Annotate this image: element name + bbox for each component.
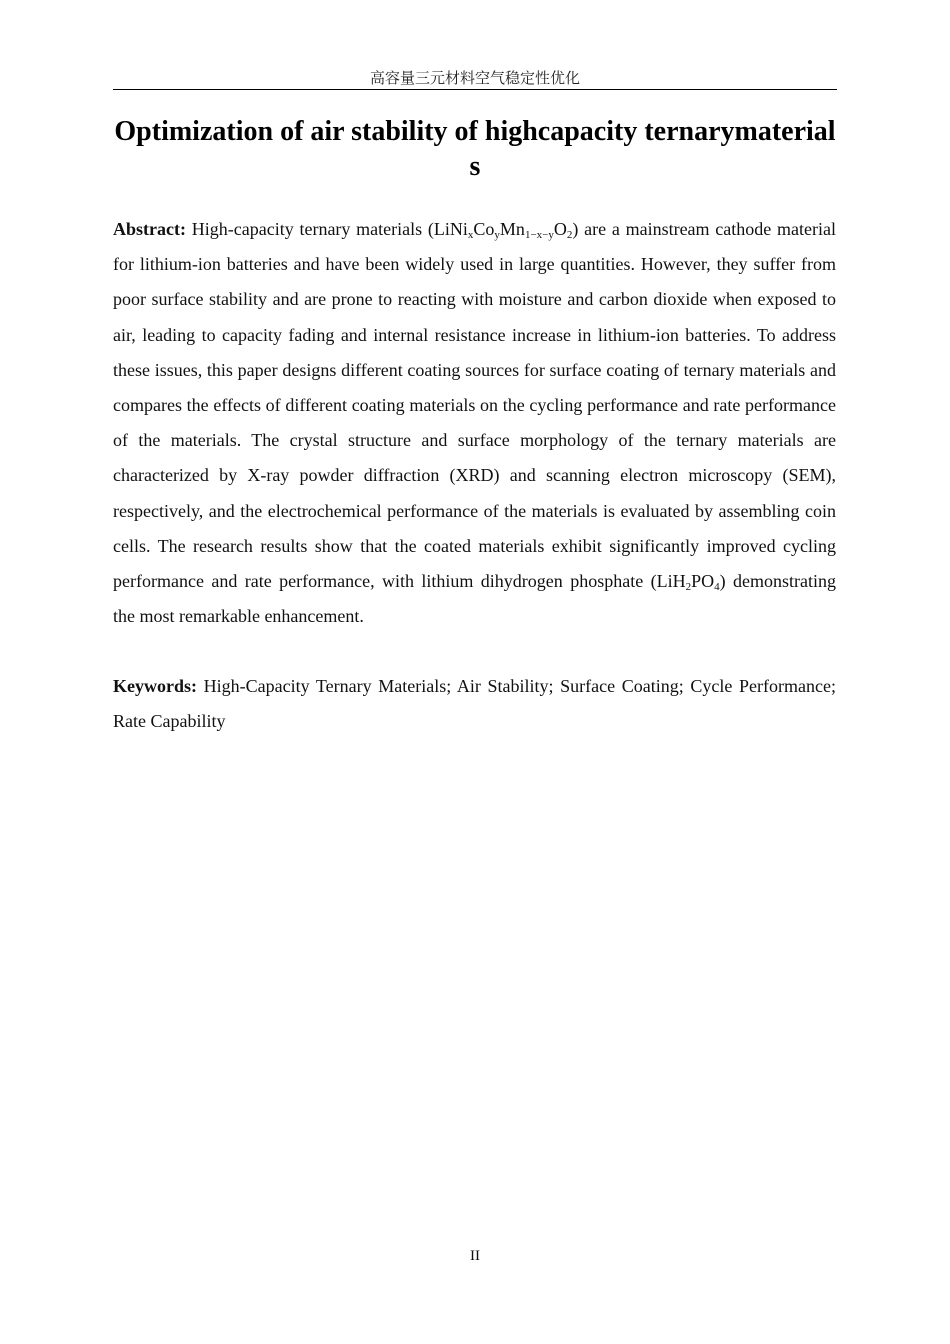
- formula-subscript: 2: [685, 581, 692, 594]
- page-number: II: [470, 1248, 480, 1264]
- formula-subscript: y: [494, 229, 500, 241]
- paper-title: Optimization of air stability of highcapacity ternarymaterials: [114, 116, 836, 182]
- abstract-text: ) demonstrating the most remarkable enhancement.: [113, 571, 836, 627]
- keywords-text: High-Capacity Ternary Materials; Air Stability; Surface Coating; Cycle Performance; Rate Capability: [113, 676, 836, 731]
- formula-subscript: 4: [714, 581, 720, 594]
- keywords-paragraph: [113, 669, 836, 739]
- abstract-label: Abstract:: [113, 219, 186, 239]
- formula-subscript: 2: [566, 229, 573, 241]
- abstract-paragraph: [113, 212, 836, 634]
- abstract-text: Mn: [499, 219, 525, 239]
- abstract-text: Co: [473, 219, 495, 239]
- abstract-text: O: [553, 219, 567, 239]
- running-header: 高容量三元材料空气稳定性优化: [113, 68, 837, 90]
- abstract-text: PO: [691, 571, 715, 592]
- abstract-text: High-capacity ternary materials (LiNi: [191, 219, 468, 239]
- formula-subscript: 1−x−y: [524, 229, 554, 241]
- formula-subscript: x: [467, 229, 474, 241]
- abstract-text: ) are a mainstream cathode material for lithium-ion batteries and have been widely used in large quantities. However, they suffer from poor surface stability and are prone to reacting with moisture and carbon dioxide when exposed to air, leading to capacity fading and internal resistance increase in lithium-ion batteries. To address these issues, this paper designs different coating sources for surface coating of ternary materials and compares the effects of different coating materials on the cycling performance and rate performance of the materials. The crystal structure and surface morphology of the ternary materials are characterized by X-ray powder diffraction (XRD) and scanning electron microscopy (SEM), respectively, and the electrochemical performance of the materials is evaluated by assembling coin cells. The research results show that the coated materials exhibit significantly improved cycling performance and rate performance, with lithium dihydrogen phosphate (LiH: [113, 219, 836, 592]
- keywords-label: Keywords:: [113, 676, 197, 696]
